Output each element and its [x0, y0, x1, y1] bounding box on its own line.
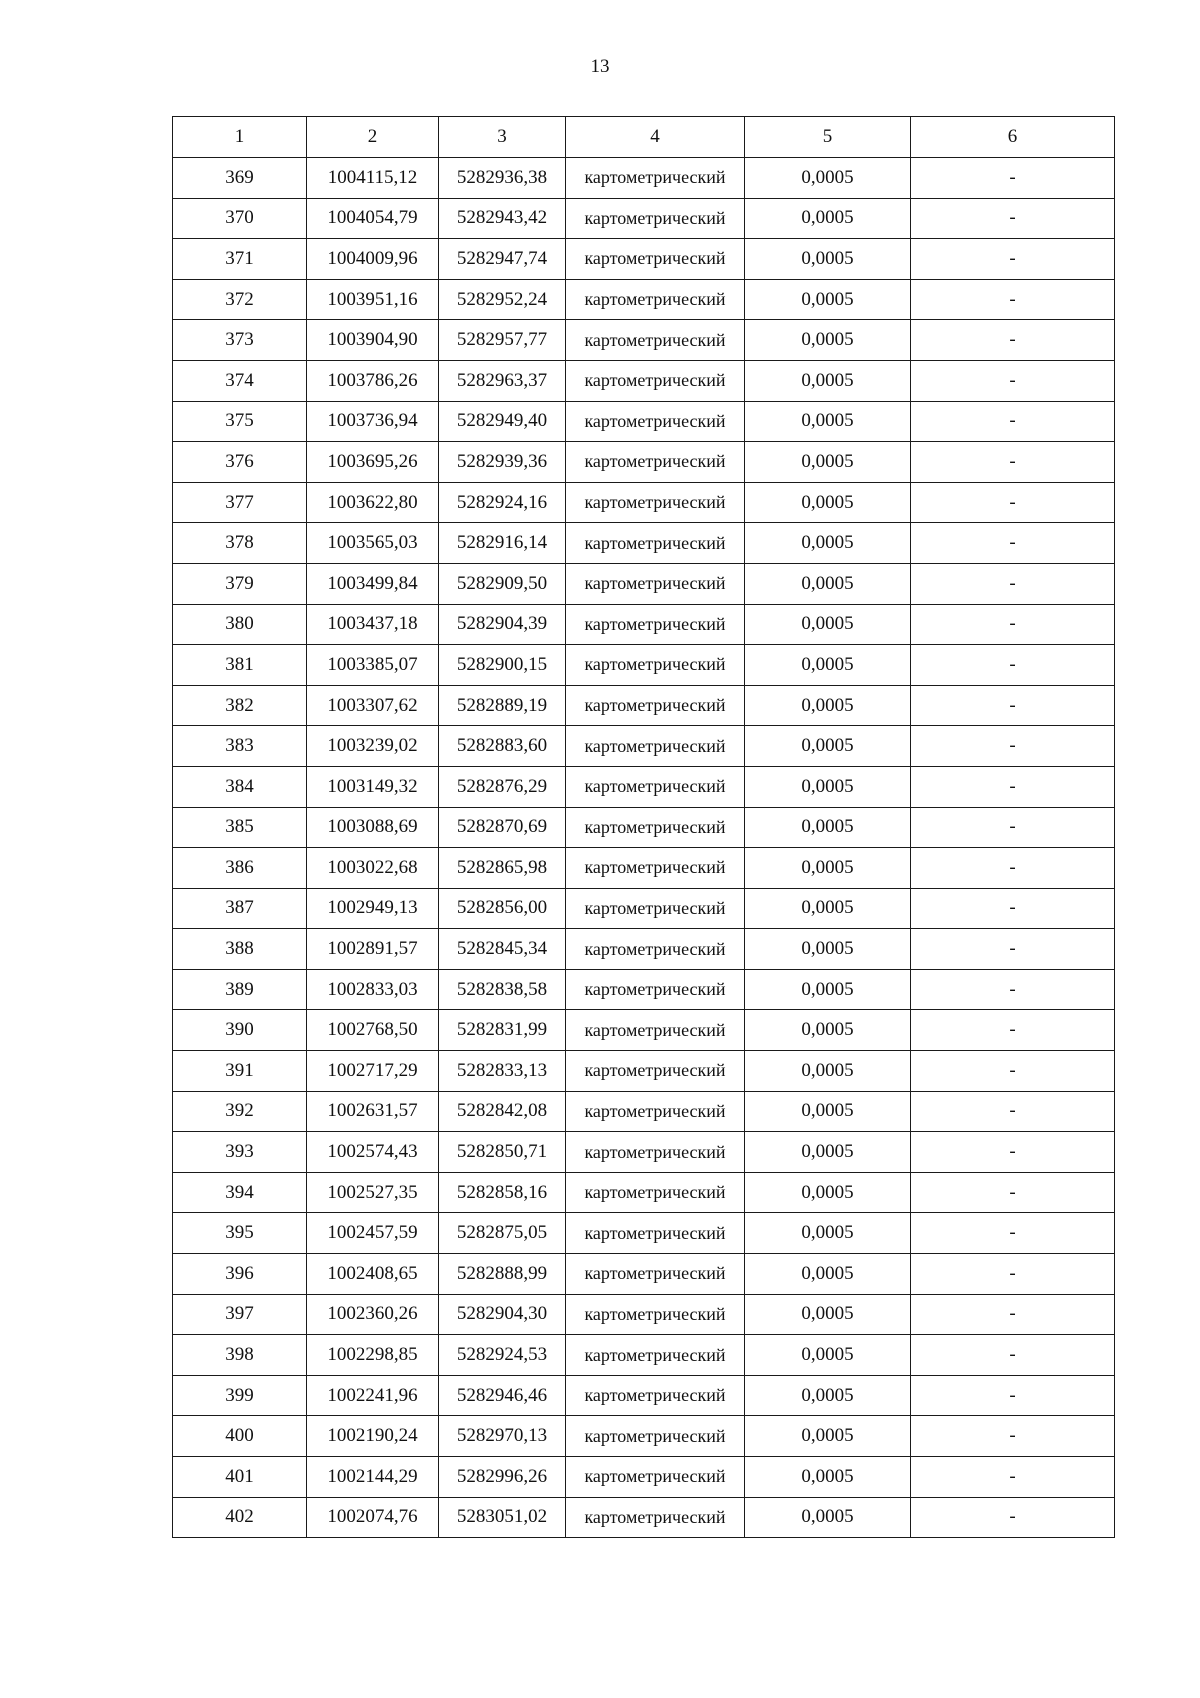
- x-coordinate-cell: 1003239,02: [307, 726, 439, 767]
- point-number-cell: 377: [173, 482, 307, 523]
- point-number-cell: 374: [173, 360, 307, 401]
- accuracy-cell: 0,0005: [745, 1172, 911, 1213]
- x-coordinate-cell: 1002298,85: [307, 1335, 439, 1376]
- accuracy-cell: 0,0005: [745, 766, 911, 807]
- table-row: [173, 888, 1115, 929]
- table-row: [173, 1294, 1115, 1335]
- y-coordinate-cell: 5282996,26: [439, 1457, 566, 1498]
- point-number-cell: 382: [173, 685, 307, 726]
- x-coordinate-cell: 1003736,94: [307, 401, 439, 442]
- point-number-cell: 390: [173, 1010, 307, 1051]
- table-row: [173, 848, 1115, 889]
- note-cell: -: [911, 279, 1115, 320]
- note-cell: -: [911, 929, 1115, 970]
- note-cell: -: [911, 807, 1115, 848]
- method-cell: картометрический: [566, 320, 745, 361]
- table-row: [173, 1132, 1115, 1173]
- x-coordinate-cell: 1003695,26: [307, 442, 439, 483]
- x-coordinate-cell: 1002144,29: [307, 1457, 439, 1498]
- x-coordinate-cell: 1002074,76: [307, 1497, 439, 1538]
- y-coordinate-cell: 5282883,60: [439, 726, 566, 767]
- y-coordinate-cell: 5282946,46: [439, 1375, 566, 1416]
- accuracy-cell: 0,0005: [745, 523, 911, 564]
- point-number-cell: 373: [173, 320, 307, 361]
- note-cell: -: [911, 1213, 1115, 1254]
- table-row: [173, 1091, 1115, 1132]
- y-coordinate-cell: 5282936,38: [439, 158, 566, 199]
- note-cell: -: [911, 766, 1115, 807]
- method-cell: картометрический: [566, 360, 745, 401]
- method-cell: картометрический: [566, 482, 745, 523]
- point-number-cell: 384: [173, 766, 307, 807]
- method-cell: картометрический: [566, 1375, 745, 1416]
- y-coordinate-cell: 5282865,98: [439, 848, 566, 889]
- note-cell: -: [911, 1457, 1115, 1498]
- accuracy-cell: 0,0005: [745, 604, 911, 645]
- y-coordinate-cell: 5282900,15: [439, 645, 566, 686]
- accuracy-cell: 0,0005: [745, 198, 911, 239]
- accuracy-cell: 0,0005: [745, 1416, 911, 1457]
- accuracy-cell: 0,0005: [745, 685, 911, 726]
- accuracy-cell: 0,0005: [745, 482, 911, 523]
- y-coordinate-cell: 5282952,24: [439, 279, 566, 320]
- note-cell: -: [911, 726, 1115, 767]
- method-cell: картометрический: [566, 442, 745, 483]
- x-coordinate-cell: 1002631,57: [307, 1091, 439, 1132]
- point-number-cell: 371: [173, 239, 307, 280]
- table-row: [173, 401, 1115, 442]
- y-coordinate-cell: 5283051,02: [439, 1497, 566, 1538]
- method-cell: картометрический: [566, 888, 745, 929]
- column-header: 5: [745, 117, 911, 158]
- accuracy-cell: 0,0005: [745, 1213, 911, 1254]
- method-cell: картометрический: [566, 1132, 745, 1173]
- table-row: [173, 1254, 1115, 1295]
- x-coordinate-cell: 1003437,18: [307, 604, 439, 645]
- point-number-cell: 388: [173, 929, 307, 970]
- table-row: [173, 1497, 1115, 1538]
- column-header: 1: [173, 117, 307, 158]
- accuracy-cell: 0,0005: [745, 1497, 911, 1538]
- y-coordinate-cell: 5282875,05: [439, 1213, 566, 1254]
- x-coordinate-cell: 1002408,65: [307, 1254, 439, 1295]
- point-number-cell: 380: [173, 604, 307, 645]
- method-cell: картометрический: [566, 1172, 745, 1213]
- x-coordinate-cell: 1003022,68: [307, 848, 439, 889]
- method-cell: картометрический: [566, 969, 745, 1010]
- point-number-cell: 398: [173, 1335, 307, 1376]
- table-row: [173, 645, 1115, 686]
- method-cell: картометрический: [566, 158, 745, 199]
- point-number-cell: 402: [173, 1497, 307, 1538]
- x-coordinate-cell: 1002457,59: [307, 1213, 439, 1254]
- y-coordinate-cell: 5282833,13: [439, 1051, 566, 1092]
- y-coordinate-cell: 5282924,16: [439, 482, 566, 523]
- table-row: [173, 726, 1115, 767]
- x-coordinate-cell: 1003499,84: [307, 563, 439, 604]
- y-coordinate-cell: 5282831,99: [439, 1010, 566, 1051]
- method-cell: картометрический: [566, 766, 745, 807]
- point-number-cell: 397: [173, 1294, 307, 1335]
- table-row: [173, 1416, 1115, 1457]
- point-number-cell: 376: [173, 442, 307, 483]
- accuracy-cell: 0,0005: [745, 1457, 911, 1498]
- y-coordinate-cell: 5282943,42: [439, 198, 566, 239]
- accuracy-cell: 0,0005: [745, 807, 911, 848]
- y-coordinate-cell: 5282876,29: [439, 766, 566, 807]
- note-cell: -: [911, 1010, 1115, 1051]
- method-cell: картометрический: [566, 848, 745, 889]
- accuracy-cell: 0,0005: [745, 1254, 911, 1295]
- method-cell: картометрический: [566, 1294, 745, 1335]
- table-row: [173, 969, 1115, 1010]
- method-cell: картометрический: [566, 929, 745, 970]
- table-row: [173, 320, 1115, 361]
- y-coordinate-cell: 5282909,50: [439, 563, 566, 604]
- y-coordinate-cell: 5282924,53: [439, 1335, 566, 1376]
- note-cell: -: [911, 1294, 1115, 1335]
- x-coordinate-cell: 1003565,03: [307, 523, 439, 564]
- table-row: [173, 604, 1115, 645]
- x-coordinate-cell: 1002833,03: [307, 969, 439, 1010]
- accuracy-cell: 0,0005: [745, 1010, 911, 1051]
- accuracy-cell: 0,0005: [745, 442, 911, 483]
- table-row: [173, 442, 1115, 483]
- point-number-cell: 372: [173, 279, 307, 320]
- table-row: [173, 1172, 1115, 1213]
- method-cell: картометрический: [566, 685, 745, 726]
- note-cell: -: [911, 1132, 1115, 1173]
- table-row: [173, 1213, 1115, 1254]
- table-row: [173, 685, 1115, 726]
- note-cell: -: [911, 1091, 1115, 1132]
- note-cell: -: [911, 1416, 1115, 1457]
- page-number: 13: [590, 56, 610, 77]
- y-coordinate-cell: 5282858,16: [439, 1172, 566, 1213]
- method-cell: картометрический: [566, 1213, 745, 1254]
- note-cell: -: [911, 685, 1115, 726]
- note-cell: -: [911, 360, 1115, 401]
- column-header: 4: [566, 117, 745, 158]
- table-body: [173, 158, 1115, 1538]
- method-cell: картометрический: [566, 1335, 745, 1376]
- method-cell: картометрический: [566, 1254, 745, 1295]
- method-cell: картометрический: [566, 1457, 745, 1498]
- table-row: [173, 1051, 1115, 1092]
- x-coordinate-cell: 1002360,26: [307, 1294, 439, 1335]
- column-header: 6: [911, 117, 1115, 158]
- accuracy-cell: 0,0005: [745, 401, 911, 442]
- x-coordinate-cell: 1004115,12: [307, 158, 439, 199]
- x-coordinate-cell: 1002717,29: [307, 1051, 439, 1092]
- accuracy-cell: 0,0005: [745, 1375, 911, 1416]
- point-number-cell: 400: [173, 1416, 307, 1457]
- x-coordinate-cell: 1003149,32: [307, 766, 439, 807]
- y-coordinate-cell: 5282870,69: [439, 807, 566, 848]
- x-coordinate-cell: 1002190,24: [307, 1416, 439, 1457]
- column-header: 3: [439, 117, 566, 158]
- table-row: [173, 1335, 1115, 1376]
- y-coordinate-cell: 5282916,14: [439, 523, 566, 564]
- y-coordinate-cell: 5282957,77: [439, 320, 566, 361]
- table-row: [173, 1375, 1115, 1416]
- point-number-cell: 395: [173, 1213, 307, 1254]
- column-header: 2: [307, 117, 439, 158]
- accuracy-cell: 0,0005: [745, 726, 911, 767]
- coordinates-table: [172, 116, 1115, 1538]
- point-number-cell: 392: [173, 1091, 307, 1132]
- accuracy-cell: 0,0005: [745, 239, 911, 280]
- note-cell: -: [911, 1335, 1115, 1376]
- table-row: [173, 807, 1115, 848]
- x-coordinate-cell: 1002949,13: [307, 888, 439, 929]
- x-coordinate-cell: 1003622,80: [307, 482, 439, 523]
- note-cell: -: [911, 1497, 1115, 1538]
- method-cell: картометрический: [566, 604, 745, 645]
- point-number-cell: 370: [173, 198, 307, 239]
- point-number-cell: 387: [173, 888, 307, 929]
- note-cell: -: [911, 401, 1115, 442]
- table-header-row: [173, 117, 1115, 158]
- note-cell: -: [911, 563, 1115, 604]
- point-number-cell: 375: [173, 401, 307, 442]
- accuracy-cell: 0,0005: [745, 158, 911, 199]
- x-coordinate-cell: 1002768,50: [307, 1010, 439, 1051]
- y-coordinate-cell: 5282845,34: [439, 929, 566, 970]
- y-coordinate-cell: 5282970,13: [439, 1416, 566, 1457]
- accuracy-cell: 0,0005: [745, 320, 911, 361]
- accuracy-cell: 0,0005: [745, 848, 911, 889]
- x-coordinate-cell: 1002891,57: [307, 929, 439, 970]
- y-coordinate-cell: 5282888,99: [439, 1254, 566, 1295]
- method-cell: картометрический: [566, 198, 745, 239]
- method-cell: картометрический: [566, 1416, 745, 1457]
- table-row: [173, 279, 1115, 320]
- note-cell: -: [911, 1254, 1115, 1295]
- note-cell: -: [911, 604, 1115, 645]
- x-coordinate-cell: 1004009,96: [307, 239, 439, 280]
- point-number-cell: 396: [173, 1254, 307, 1295]
- point-number-cell: 378: [173, 523, 307, 564]
- point-number-cell: 386: [173, 848, 307, 889]
- method-cell: картометрический: [566, 523, 745, 564]
- y-coordinate-cell: 5282949,40: [439, 401, 566, 442]
- accuracy-cell: 0,0005: [745, 645, 911, 686]
- note-cell: -: [911, 1172, 1115, 1213]
- y-coordinate-cell: 5282947,74: [439, 239, 566, 280]
- note-cell: -: [911, 320, 1115, 361]
- table-row: [173, 482, 1115, 523]
- note-cell: -: [911, 645, 1115, 686]
- method-cell: картометрический: [566, 1497, 745, 1538]
- note-cell: -: [911, 482, 1115, 523]
- method-cell: картометрический: [566, 401, 745, 442]
- accuracy-cell: 0,0005: [745, 1132, 911, 1173]
- y-coordinate-cell: 5282889,19: [439, 685, 566, 726]
- table-row: [173, 198, 1115, 239]
- y-coordinate-cell: 5282963,37: [439, 360, 566, 401]
- y-coordinate-cell: 5282842,08: [439, 1091, 566, 1132]
- method-cell: картометрический: [566, 563, 745, 604]
- table-row: [173, 1457, 1115, 1498]
- table-row: [173, 523, 1115, 564]
- table-row: [173, 239, 1115, 280]
- method-cell: картометрический: [566, 1051, 745, 1092]
- x-coordinate-cell: 1003307,62: [307, 685, 439, 726]
- y-coordinate-cell: 5282904,39: [439, 604, 566, 645]
- note-cell: -: [911, 1375, 1115, 1416]
- x-coordinate-cell: 1003786,26: [307, 360, 439, 401]
- y-coordinate-cell: 5282838,58: [439, 969, 566, 1010]
- point-number-cell: 394: [173, 1172, 307, 1213]
- accuracy-cell: 0,0005: [745, 1051, 911, 1092]
- x-coordinate-cell: 1002574,43: [307, 1132, 439, 1173]
- note-cell: -: [911, 888, 1115, 929]
- point-number-cell: 391: [173, 1051, 307, 1092]
- accuracy-cell: 0,0005: [745, 1335, 911, 1376]
- table-row: [173, 766, 1115, 807]
- y-coordinate-cell: 5282904,30: [439, 1294, 566, 1335]
- point-number-cell: 379: [173, 563, 307, 604]
- point-number-cell: 399: [173, 1375, 307, 1416]
- accuracy-cell: 0,0005: [745, 1091, 911, 1132]
- accuracy-cell: 0,0005: [745, 279, 911, 320]
- note-cell: -: [911, 969, 1115, 1010]
- method-cell: картометрический: [566, 239, 745, 280]
- method-cell: картометрический: [566, 1010, 745, 1051]
- note-cell: -: [911, 523, 1115, 564]
- method-cell: картометрический: [566, 807, 745, 848]
- method-cell: картометрический: [566, 1091, 745, 1132]
- method-cell: картометрический: [566, 279, 745, 320]
- x-coordinate-cell: 1003088,69: [307, 807, 439, 848]
- point-number-cell: 393: [173, 1132, 307, 1173]
- note-cell: -: [911, 239, 1115, 280]
- x-coordinate-cell: 1003385,07: [307, 645, 439, 686]
- point-number-cell: 369: [173, 158, 307, 199]
- note-cell: -: [911, 442, 1115, 483]
- point-number-cell: 389: [173, 969, 307, 1010]
- accuracy-cell: 0,0005: [745, 888, 911, 929]
- table-row: [173, 158, 1115, 199]
- y-coordinate-cell: 5282850,71: [439, 1132, 566, 1173]
- accuracy-cell: 0,0005: [745, 969, 911, 1010]
- point-number-cell: 383: [173, 726, 307, 767]
- note-cell: -: [911, 1051, 1115, 1092]
- table-row: [173, 1010, 1115, 1051]
- table-row: [173, 360, 1115, 401]
- x-coordinate-cell: 1003951,16: [307, 279, 439, 320]
- x-coordinate-cell: 1003904,90: [307, 320, 439, 361]
- x-coordinate-cell: 1002527,35: [307, 1172, 439, 1213]
- method-cell: картометрический: [566, 726, 745, 767]
- table-row: [173, 563, 1115, 604]
- x-coordinate-cell: 1002241,96: [307, 1375, 439, 1416]
- x-coordinate-cell: 1004054,79: [307, 198, 439, 239]
- accuracy-cell: 0,0005: [745, 360, 911, 401]
- point-number-cell: 385: [173, 807, 307, 848]
- accuracy-cell: 0,0005: [745, 1294, 911, 1335]
- note-cell: -: [911, 848, 1115, 889]
- accuracy-cell: 0,0005: [745, 563, 911, 604]
- accuracy-cell: 0,0005: [745, 929, 911, 970]
- note-cell: -: [911, 158, 1115, 199]
- point-number-cell: 381: [173, 645, 307, 686]
- y-coordinate-cell: 5282856,00: [439, 888, 566, 929]
- point-number-cell: 401: [173, 1457, 307, 1498]
- method-cell: картометрический: [566, 645, 745, 686]
- note-cell: -: [911, 198, 1115, 239]
- y-coordinate-cell: 5282939,36: [439, 442, 566, 483]
- table-row: [173, 929, 1115, 970]
